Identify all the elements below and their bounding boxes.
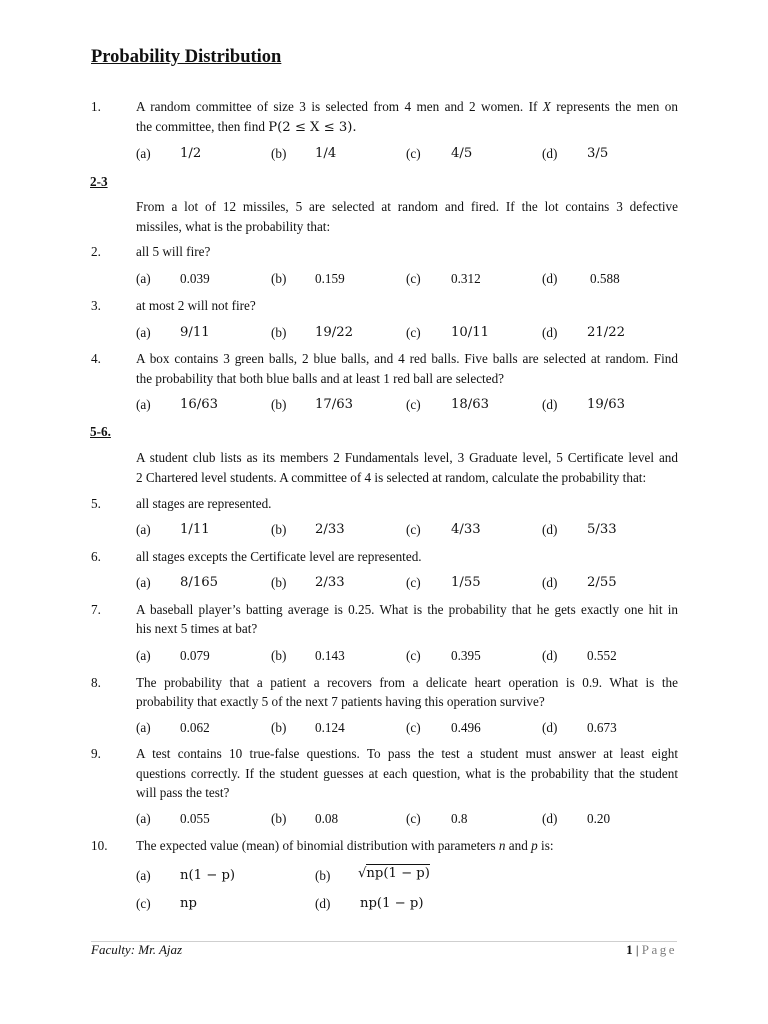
option-b: 0.143 [315,648,345,663]
option-letter: (b) [271,648,287,663]
page-separator: | [632,942,642,957]
option-letter: (b) [271,271,287,286]
question-text-line: probability that exactly 5 of the next 7 patients having this operation survive? [136,694,545,709]
option-d: 2/55 [587,575,617,590]
question-text-line: A random committee of size 3 is selected from 4 men and 2 women. If X represents the men on [136,99,678,114]
option-c: 0.312 [451,271,481,286]
question-number: 4. [91,351,101,366]
page-number: 1 [626,942,633,957]
option-letter: (c) [406,720,421,735]
option-letter: (a) [136,811,151,826]
footer-faculty: Faculty: Mr. Ajaz [91,942,183,957]
option-letter: (b) [271,325,287,340]
option-letter: (c) [406,575,421,590]
page-label: Page [641,942,677,957]
question-text-line: the probability that both blue balls and at least 1 red ball are selected? [136,371,505,386]
question-number: 8. [91,675,101,690]
option-a: 8/165 [180,575,219,590]
option-c: 10/11 [451,325,490,340]
option-letter: (d) [542,648,558,663]
option-letter: (d) [315,896,331,911]
option-a: 1/2 [180,146,202,161]
option-letter: (a) [136,522,151,537]
option-letter: (d) [542,522,558,537]
option-b: 2/33 [315,575,345,590]
question-text-line: A baseball player’s batting average is 0.25. What is the probability that he gets exactly one hit in [136,602,678,617]
option-b: 2/33 [315,522,345,537]
question-text-line: the committee, then find P(2 ≤ X ≤ 3). [136,119,357,135]
option-d: 5/33 [587,522,617,537]
option-b: 17/63 [315,397,354,412]
option-letter: (c) [406,397,421,412]
group-text-line: 2 Chartered level students. A committee of 4 is selected at random, calculate the probability that: [136,470,647,485]
option-b [358,866,430,881]
option-letter: (c) [406,648,421,663]
sqrt-symbol: √ [358,866,367,881]
option-d: 0.588 [590,271,620,286]
question-text-line: will pass the test? [136,785,230,800]
question-text-line: all stages are represented. [136,496,272,511]
option-letter: (d) [542,575,558,590]
option-letter: (b) [271,575,287,590]
option-b: 0.08 [315,811,339,826]
question-number: 10. [91,838,108,853]
option-c: 0.395 [451,648,481,663]
question-text-line: questions correctly. If the student guesses at each question, what is the probability that the student [136,766,678,781]
question-number: 3. [91,298,101,313]
option-letter: (a) [136,868,151,883]
option-d: 0.20 [587,811,611,826]
option-letter: (c) [136,896,151,911]
option-c: 18/63 [451,397,490,412]
option-letter: (a) [136,720,151,735]
group-text-line: From a lot of 12 missiles, 5 are selected at random and fired. If the lot contains 3 defective [136,199,678,214]
option-letter: (d) [542,397,558,412]
option-c: 0.496 [451,720,481,735]
question-text-line: The expected value (mean) of binomial distribution with parameters n and p is: [136,838,554,853]
option-d: 0.552 [587,648,617,663]
option-letter: (d) [542,811,558,826]
question-number: 6. [91,549,101,564]
question-text-line: at most 2 will not fire? [136,298,256,313]
group-label: 2-3 [90,174,108,189]
group-text-line: A student club lists as its members 2 Fundamentals level, 3 Graduate level, 5 Certificate level and [136,450,678,465]
option-a: n(1 − p) [180,868,236,883]
question-number: 1. [91,99,101,114]
group-text-line: missiles, what is the probability that: [136,219,331,234]
question-text-line: all 5 will fire? [136,244,211,259]
option-letter: (b) [271,146,287,161]
option-letter: (b) [271,397,287,412]
question-text-line: A box contains 3 green balls, 2 blue balls, and 4 red balls. Five balls are selected at random. Find [136,351,678,366]
option-c: 4/5 [451,146,473,161]
question-text-line: A test contains 10 true-false questions. To pass the test a student must answer at least eight [136,746,678,761]
footer-page-indicator [626,942,677,958]
option-b: 0.159 [315,271,345,286]
option-letter: (c) [406,811,421,826]
question-text-line: all stages excepts the Certificate level are represented. [136,549,422,564]
option-a: 0.039 [180,271,210,286]
option-d: 19/63 [587,397,626,412]
option-letter: (a) [136,146,151,161]
group-label: 5-6. [90,424,111,439]
option-letter: (a) [136,325,151,340]
option-letter: (a) [136,648,151,663]
option-c: np [180,896,197,911]
option-a: 1/11 [180,522,210,537]
option-letter: (d) [542,325,558,340]
option-letter: (b) [315,868,331,883]
option-letter: (b) [271,522,287,537]
option-d: 3/5 [587,146,609,161]
option-letter: (b) [271,811,287,826]
option-b: 19/22 [315,325,354,340]
option-letter: (a) [136,271,151,286]
option-letter: (c) [406,522,421,537]
page-title: Probability Distribution [91,47,282,67]
question-number: 9. [91,746,101,761]
radicand: np(1 − p) [366,866,430,881]
option-letter: (c) [406,271,421,286]
question-number: 7. [91,602,101,617]
question-text-line: The probability that a patient a recovers from a delicate heart operation is 0.9. What is the [136,675,678,690]
question-text-line: his next 5 times at bat? [136,621,258,636]
question-number: 5. [91,496,101,511]
option-a: 0.062 [180,720,210,735]
option-letter: (c) [406,325,421,340]
option-d: 21/22 [587,325,626,340]
option-letter: (c) [406,146,421,161]
option-c: 1/55 [451,575,481,590]
option-letter: (d) [542,146,558,161]
option-letter: (d) [542,720,558,735]
option-d: np(1 − p) [360,896,424,911]
option-a: 16/63 [180,397,219,412]
option-letter: (d) [542,271,558,286]
question-number: 2. [91,244,101,259]
option-letter: (a) [136,575,151,590]
option-a: 9/11 [180,325,210,340]
option-a: 0.079 [180,648,210,663]
option-c: 0.8 [451,811,468,826]
option-b: 0.124 [315,720,345,735]
option-letter: (a) [136,397,151,412]
option-letter: (b) [271,720,287,735]
option-d: 0.673 [587,720,617,735]
option-a: 0.055 [180,811,210,826]
option-b: 1/4 [315,146,337,161]
option-c: 4/33 [451,522,481,537]
